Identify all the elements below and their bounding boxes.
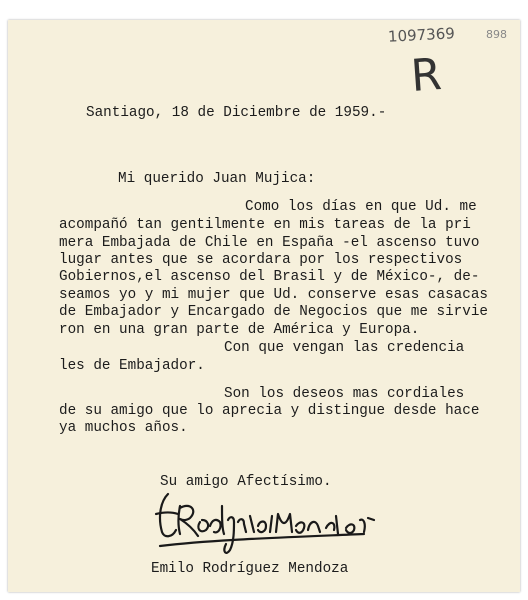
body-line: Gobiernos,el ascenso del Brasil y de México-, de- (59, 269, 480, 285)
body-line: Con que vengan las credencia (224, 340, 465, 356)
body-line: de Embajador y Encargado de Negocios que me sirvie (59, 304, 488, 320)
body-line: lugar antes que se acordara por los respectivos (59, 252, 463, 268)
closing-line: Su amigo Afectísimo. (160, 474, 332, 490)
typed-signature-name: Emilo Rodríguez Mendoza (151, 561, 349, 577)
body-line: ya muchos años. (59, 420, 188, 436)
date-line: Santiago, 18 de Diciembre de 1959.- (86, 105, 387, 121)
body-line: Son los deseos mas cordiales (224, 386, 465, 402)
body-line: Como los días en que Ud. me (245, 199, 477, 215)
body-line: seamos yo y mi mujer que Ud. conserve esas casacas (59, 287, 488, 303)
handwritten-signature (150, 486, 390, 556)
body-line: les de Embajador. (59, 358, 205, 374)
archive-reference-number: 1097369 (387, 24, 456, 46)
body-line: acompañó tan gentilmente en mis tareas de la pri (59, 217, 471, 233)
body-line: mera Embajada de Chile en España -el ascenso tuvo (59, 235, 480, 251)
archive-small-reference: 898 (486, 28, 507, 41)
archive-mark-r: R (409, 48, 444, 103)
body-line: ron en una gran parte de América y Europa. (59, 322, 420, 338)
salutation: Mi querido Juan Mujica: (118, 171, 316, 187)
body-line: de su amigo que lo aprecia y distingue desde hace (59, 403, 480, 419)
